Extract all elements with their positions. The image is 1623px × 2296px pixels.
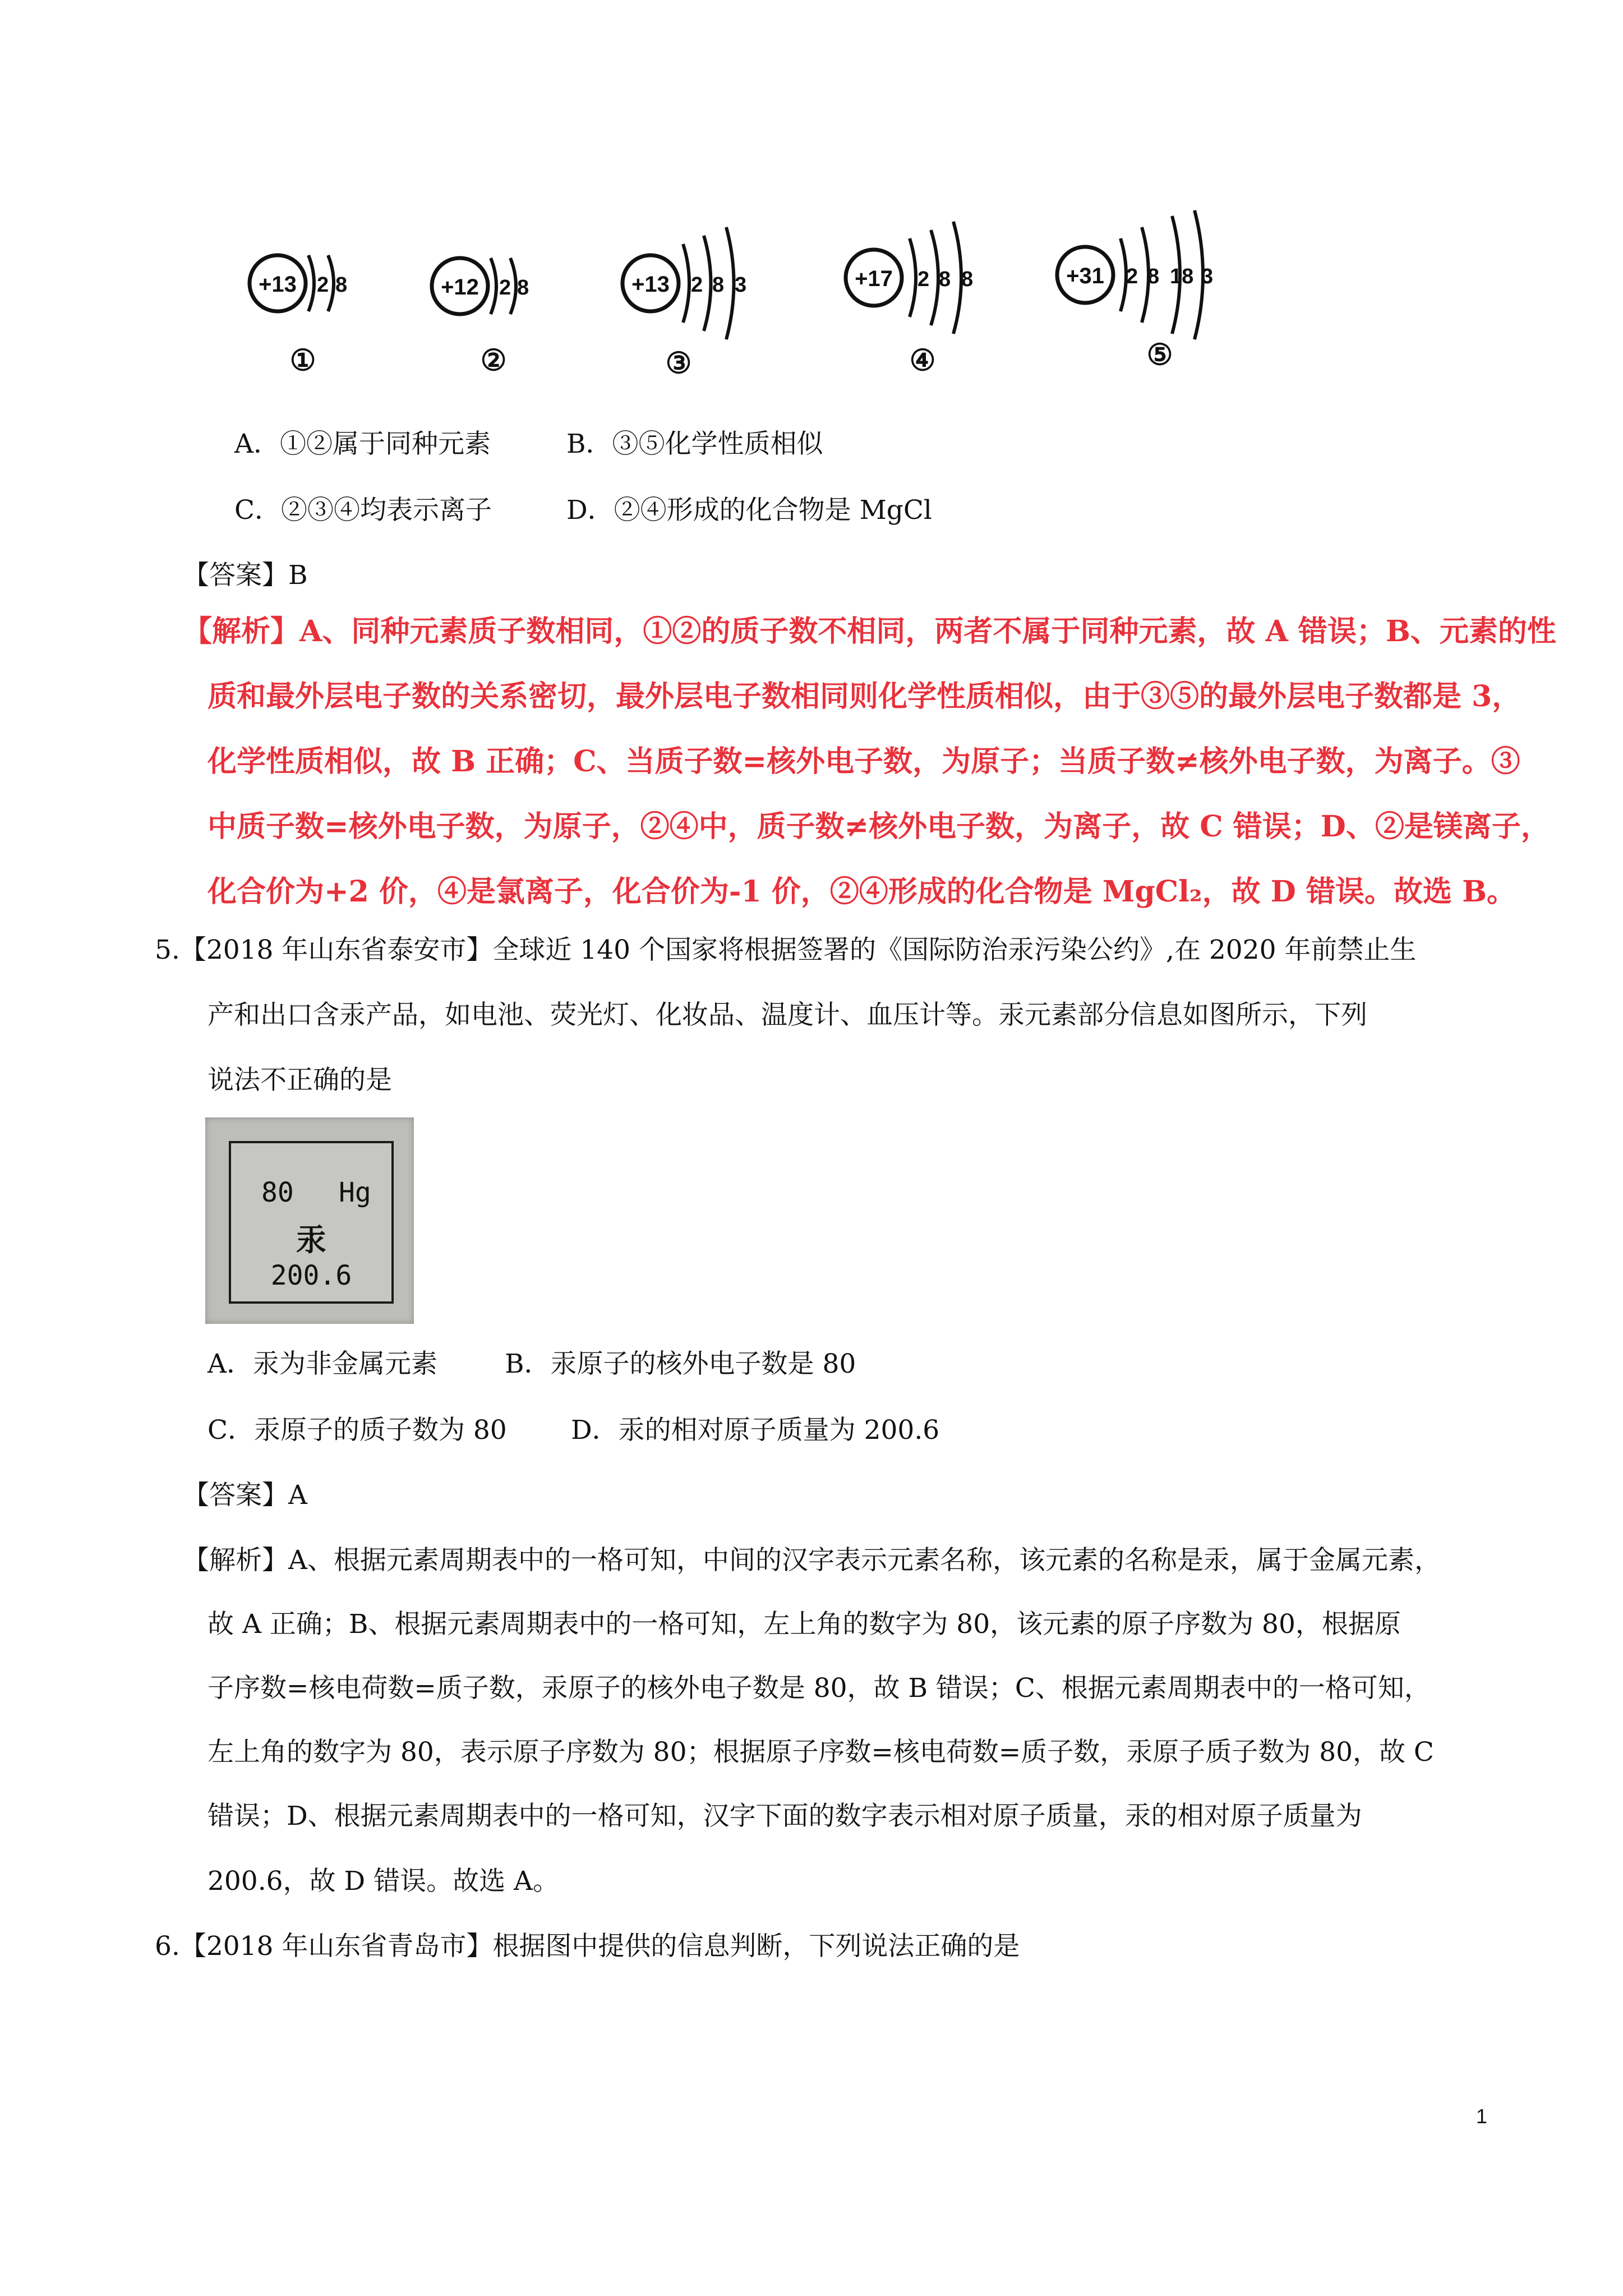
svg-text:3: 3 (1201, 265, 1214, 288)
svg-text:+17: +17 (855, 266, 893, 291)
q5-option-b: B．汞原子的核外电子数是 80 (505, 1349, 856, 1379)
q4-analysis-line-4: 中质子数=核外电子数，为原子，②④中，质子数≠核外电子数，为离子，故 C 错误；D、②是镁离子， (208, 809, 1550, 844)
svg-text:2: 2 (691, 273, 703, 297)
svg-text:2: 2 (317, 273, 329, 297)
q4-analysis-line-5: 化合价为+2 价，④是氯离子，化合价为-1 价，②④形成的化合物是 MgCl₂，故 D 错误。故选 B。 (208, 875, 1516, 909)
svg-text:2: 2 (917, 268, 930, 291)
svg-text:①: ① (289, 344, 316, 377)
svg-text:8: 8 (1147, 265, 1160, 288)
element-symbol: Hg (339, 1177, 371, 1208)
q5-option-a: A．汞为非金属元素 (208, 1349, 437, 1379)
q5-stem-line-1: 5.【2018 年山东省泰安市】全球近 140 个国家将根据签署的《国际防治汞污染公约》,在 2020 年前禁止生 (155, 935, 1417, 965)
atom-diagram-5 (1057, 210, 1213, 371)
svg-text:18: 18 (1170, 265, 1194, 288)
q5-option-d: D．汞的相对原子质量为 200.6 (571, 1415, 940, 1446)
q4-option-d: D．②④形成的化合物是 MgCl (566, 495, 932, 526)
q5-stem-line-3: 说法不正确的是 (208, 1065, 392, 1096)
q4-analysis-line-3: 化学性质相似，故 B 正确；C、当质子数=核外电子数，为原子；当质子数≠核外电子数，为离子。③ (208, 744, 1520, 779)
element-atomic-mass: 200.6 (270, 1260, 352, 1291)
svg-text:+13: +13 (259, 272, 297, 297)
svg-text:⑤: ⑤ (1146, 339, 1173, 371)
q5-analysis-line-1: 【解析】A、根据元素周期表中的一格可知，中间的汉字表示元素名称，该元素的名称是汞，属于金属元素， (183, 1545, 1441, 1576)
q4-answer: 【答案】B (183, 560, 308, 591)
svg-text:8: 8 (335, 273, 348, 297)
svg-text:②: ② (480, 344, 507, 377)
element-card-mercury (205, 1117, 414, 1324)
svg-text:2: 2 (499, 276, 511, 300)
svg-text:+12: +12 (441, 275, 479, 300)
atom-diagram-2 (432, 258, 529, 377)
svg-text:8: 8 (517, 276, 529, 300)
element-card-frame (229, 1141, 394, 1304)
svg-text:+31: +31 (1066, 264, 1104, 288)
q5-analysis-line-5: 错误；D、根据元素周期表中的一格可知，汉字下面的数字表示相对原子质量，汞的相对原子质量为 (208, 1801, 1362, 1832)
q4-option-b: B．③⑤化学性质相似 (566, 429, 823, 459)
q6-stem: 6.【2018 年山东省青岛市】根据图中提供的信息判断，下列说法正确的是 (155, 1931, 1020, 1962)
element-name: 汞 (296, 1222, 326, 1258)
page-number: 1 (1476, 2105, 1488, 2128)
q4-option-c: C．②③④均表示离子 (234, 495, 492, 526)
q5-analysis-line-2: 故 A 正确；B、根据元素周期表中的一格可知，左上角的数字为 80，该元素的原子序数为 80，根据原 (208, 1609, 1401, 1640)
q4-analysis-text-1: A、同种元素质子数相同，①②的质子数不相同，两者不属于同种元素，故 A 错误；B、元素的性 (299, 614, 1556, 648)
q5-analysis-line-3: 子序数=核电荷数=质子数，汞原子的核外电子数是 80，故 B 错误；C、根据元素周期表中的一格可知， (208, 1673, 1431, 1704)
svg-text:③: ③ (665, 347, 692, 380)
q4-analysis-line-2: 质和最外层电子数的关系密切，最外层电子数相同则化学性质相似，由于③⑤的最外层电子数都是 3， (208, 679, 1521, 714)
q5-answer: 【答案】A (183, 1480, 307, 1511)
svg-text:3: 3 (735, 273, 747, 297)
svg-text:+13: +13 (631, 272, 670, 297)
atom-diagram-3 (623, 227, 746, 380)
svg-text:④: ④ (909, 344, 936, 377)
q4-analysis-label: 【解析】 (183, 614, 300, 648)
q4-analysis-line-1 (183, 615, 1556, 648)
element-atomic-number: 80 (261, 1177, 294, 1208)
atom-diagram-1 (250, 255, 347, 377)
svg-text:8: 8 (961, 268, 974, 291)
q5-option-c: C．汞原子的质子数为 80 (208, 1415, 507, 1446)
q5-stem-line-2: 产和出口含汞产品，如电池、荧光灯、化妆品、温度计、血压计等。汞元素部分信息如图所示，下列 (208, 1000, 1367, 1030)
q4-option-a: A．①②属于同种元素 (234, 429, 491, 459)
svg-text:2: 2 (1126, 265, 1138, 288)
atomic-structure-diagram (224, 202, 1234, 387)
atom-diagram-4 (846, 222, 973, 377)
q5-analysis-line-6: 200.6，故 D 错误。故选 A。 (208, 1866, 559, 1897)
svg-text:8: 8 (712, 273, 725, 297)
q5-analysis-line-4: 左上角的数字为 80，表示原子序数为 80；根据原子序数=核电荷数=质子数，汞原子质子数为 80，故 C (208, 1737, 1434, 1768)
svg-text:8: 8 (939, 268, 951, 291)
